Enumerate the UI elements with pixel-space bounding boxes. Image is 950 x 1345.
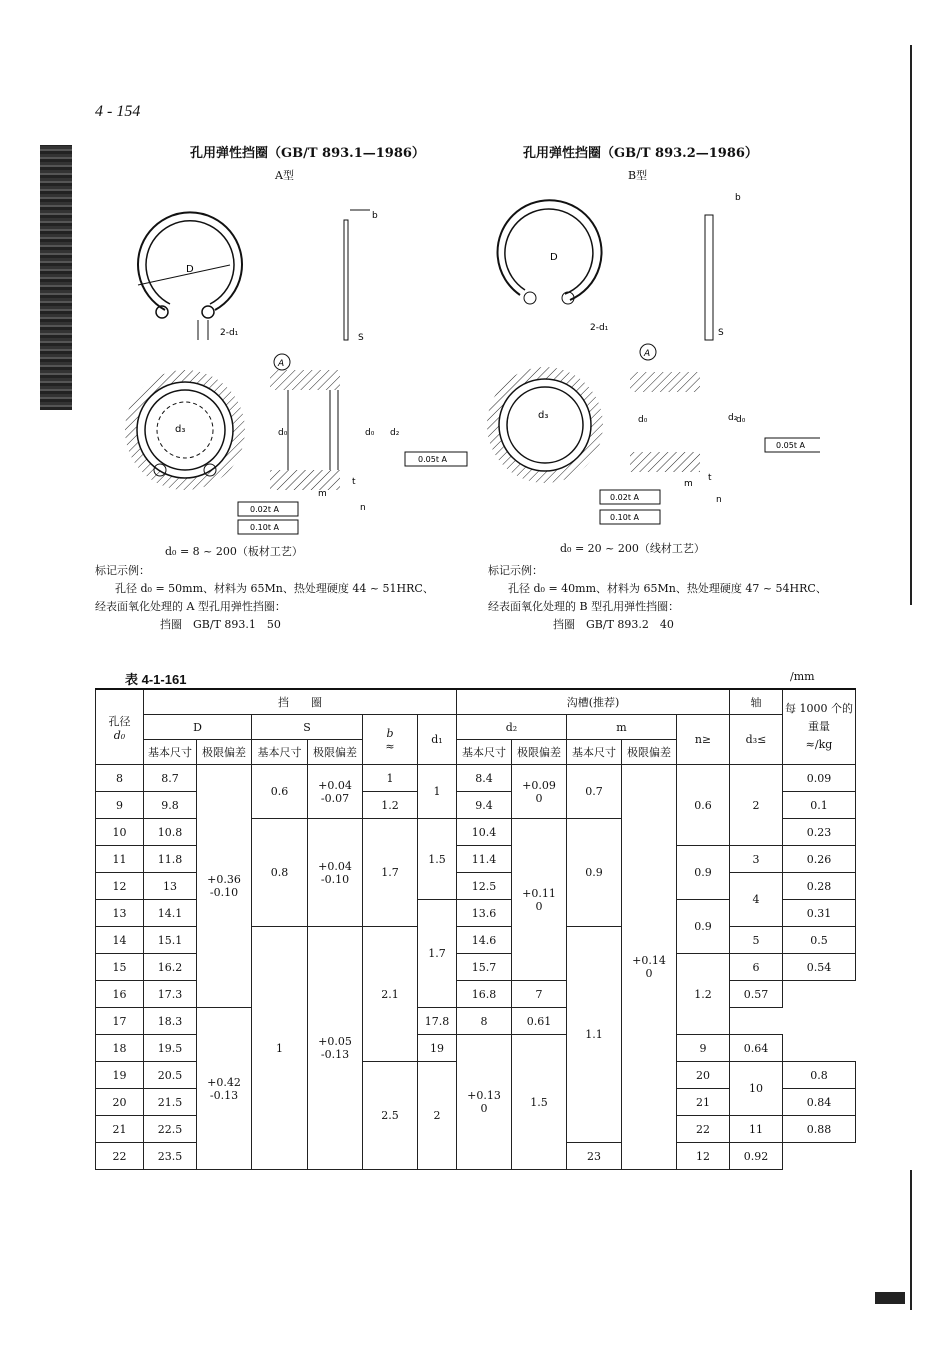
cell-d2-tol: +0.13 0 <box>457 1035 512 1170</box>
cell-m: 1.1 <box>567 927 622 1143</box>
dim-label: d₂ <box>728 413 738 423</box>
cell-d2: 17.8 <box>418 1008 457 1035</box>
cell-m-tol: +0.14 0 <box>622 765 677 1170</box>
dim-label: m <box>684 479 693 489</box>
right-figure-title: 孔用弹性挡圈（GB/T 893.2—1986） <box>523 146 758 161</box>
dim-label: b <box>735 193 741 203</box>
cell-D: 15.1 <box>144 927 197 954</box>
cell-weight: 0.61 <box>512 1008 567 1035</box>
header-d3: d₃≤ <box>730 715 783 765</box>
cell-D: 17.3 <box>144 981 197 1008</box>
cell-d0: 20 <box>96 1089 144 1116</box>
cell-weight: 0.5 <box>783 927 856 954</box>
cell-D: 20.5 <box>144 1062 197 1089</box>
ring-outline <box>138 212 242 310</box>
tolerance-label: 0.02t A <box>250 505 279 514</box>
page-edge-line <box>910 1170 912 1310</box>
header-basic: 基本尺寸 <box>144 740 197 765</box>
cell-weight: 0.54 <box>783 954 856 981</box>
cell-weight: 0.64 <box>730 1035 783 1062</box>
cell-d0: 21 <box>96 1116 144 1143</box>
cell-weight: 0.23 <box>783 819 856 846</box>
header-shaft: 轴 <box>730 689 783 715</box>
cell-d2-tol: +0.09 0 <box>512 765 567 819</box>
header-weight: 每 1000 个的重量 ≈/kg <box>783 689 856 765</box>
tolerance-label: 0.10t A <box>610 513 639 522</box>
note-line: 经表面氧化处理的 A 型孔用弹性挡圈： <box>95 600 286 613</box>
cell-D: 9.8 <box>144 792 197 819</box>
cell-d0: 19 <box>96 1062 144 1089</box>
table-row <box>96 765 856 792</box>
tolerance-label: 0.05t A <box>418 455 447 464</box>
cell-d0: 18 <box>96 1035 144 1062</box>
cell-d0: 17 <box>96 1008 144 1035</box>
cell-D: 13 <box>144 873 197 900</box>
header-m: m <box>567 715 677 740</box>
cell-d1: 1.5 <box>418 819 457 900</box>
header-S: S <box>252 715 363 740</box>
cell-weight: 0.92 <box>730 1143 783 1170</box>
header-b: b ≈ <box>363 715 418 765</box>
cell-D: 10.8 <box>144 819 197 846</box>
cell-b: 1.7 <box>363 819 418 927</box>
note-heading: 标记示例： <box>95 564 150 577</box>
note-line: 经表面氧化处理的 B 型孔用弹性挡圈： <box>488 600 680 613</box>
cell-d2: 8.4 <box>457 765 512 792</box>
cell-D-tol: +0.36 -0.10 <box>197 765 252 1008</box>
cell-weight: 0.09 <box>783 765 856 792</box>
cell-weight: 0.28 <box>783 873 856 900</box>
dim-label: S <box>358 333 364 343</box>
left-figure-title: 孔用弹性挡圈（GB/T 893.1—1986） <box>190 146 425 161</box>
cell-d0: 12 <box>96 873 144 900</box>
dim-label: D <box>186 264 194 275</box>
dim-label: S <box>718 328 724 338</box>
cell-m: 0.9 <box>567 819 622 927</box>
corner-mark <box>875 1292 905 1304</box>
note-line: 孔径 d₀ = 40mm、材料为 65Mn、热处理硬度 47 ~ 54HRC、 <box>508 582 827 595</box>
cell-d2: 19 <box>418 1035 457 1062</box>
right-drawing <box>480 190 820 540</box>
cell-n: 0.9 <box>677 900 730 954</box>
cell-S-tol: +0.04 -0.10 <box>308 819 363 927</box>
cell-b: 1.2 <box>363 792 418 819</box>
header-groove: 沟槽(推荐) <box>457 689 730 715</box>
dim-label: t <box>708 473 712 483</box>
header-d2: d₂ <box>457 715 567 740</box>
cell-d0: 9 <box>96 792 144 819</box>
dim-label: m <box>318 489 327 499</box>
header-limit: 极限偏差 <box>512 740 567 765</box>
table-title: 表 4-1-161 <box>125 672 187 687</box>
cell-d3: 10 <box>730 1062 783 1116</box>
note-heading: 标记示例： <box>488 564 543 577</box>
cell-n: 1.2 <box>677 954 730 1035</box>
cell-weight: 0.57 <box>730 981 783 1008</box>
dim-label: d₂ <box>390 428 400 438</box>
cell-d0: 16 <box>96 981 144 1008</box>
dim-label: d₃ <box>538 410 549 421</box>
header-d1: d₁ <box>418 715 457 765</box>
ring-outline <box>498 200 602 300</box>
header-bore: 孔径 d₀ <box>96 689 144 765</box>
ring-outline <box>505 209 593 294</box>
note-marking: 挡圈 GB/T 893.2 40 <box>553 618 674 631</box>
dim-label: D <box>550 252 558 263</box>
dim-label: n <box>716 495 722 505</box>
cell-S: 0.8 <box>252 819 308 927</box>
cell-d2: 9.4 <box>457 792 512 819</box>
cell-d3: 5 <box>730 927 783 954</box>
header-basic: 基本尺寸 <box>457 740 512 765</box>
dim-label: d₀ <box>365 428 375 438</box>
tolerance-label: 0.10t A <box>250 523 279 532</box>
cell-d3: 3 <box>730 846 783 873</box>
cell-n: 1.5 <box>512 1035 567 1170</box>
cell-d0: 13 <box>96 900 144 927</box>
cell-d3: 11 <box>730 1116 783 1143</box>
tolerance-label: 0.02t A <box>610 493 639 502</box>
dim-label: d₀ <box>736 415 746 425</box>
cell-d0: 15 <box>96 954 144 981</box>
dim-label: 2-d₁ <box>220 328 239 338</box>
header-basic: 基本尺寸 <box>252 740 308 765</box>
note-line: 孔径 d₀ = 50mm、材料为 65Mn、热处理硬度 44 ~ 51HRC、 <box>115 582 434 595</box>
cell-D: 14.1 <box>144 900 197 927</box>
cell-d1: 1.7 <box>418 900 457 1008</box>
ring-outline <box>146 221 234 304</box>
cell-d1: 2 <box>418 1062 457 1170</box>
cell-d0: 14 <box>96 927 144 954</box>
header-limit: 极限偏差 <box>622 740 677 765</box>
cell-d2: 15.7 <box>457 954 512 981</box>
dim-label: 2-d₁ <box>590 323 609 333</box>
note-marking: 挡圈 GB/T 893.1 50 <box>160 618 281 631</box>
page-edge-line <box>910 45 912 605</box>
dim-label: b <box>372 211 378 221</box>
cell-D-tol: +0.42 -0.13 <box>197 1008 252 1170</box>
cell-d0: 22 <box>96 1143 144 1170</box>
dim-label: t <box>352 477 356 487</box>
cell-weight: 0.26 <box>783 846 856 873</box>
cell-d2: 16.8 <box>457 981 512 1008</box>
datum-label: A <box>278 359 285 369</box>
cell-n: 0.9 <box>677 846 730 900</box>
dim-label: d₃ <box>175 424 186 435</box>
cell-d1: 1 <box>418 765 457 819</box>
cell-D: 22.5 <box>144 1116 197 1143</box>
cell-b: 2.5 <box>363 1062 418 1170</box>
right-type-label: B型 <box>628 169 648 182</box>
cell-d3: 2 <box>730 765 783 846</box>
datum-label: A <box>644 349 651 359</box>
cell-d2: 21 <box>677 1089 730 1116</box>
cell-d2: 14.6 <box>457 927 512 954</box>
header-basic: 基本尺寸 <box>567 740 622 765</box>
cell-d2: 20 <box>677 1062 730 1089</box>
cell-S-tol: +0.05 -0.13 <box>308 927 363 1170</box>
cell-S: 1 <box>252 927 308 1170</box>
right-caption: d₀ = 20 ~ 200（线材工艺） <box>560 542 705 555</box>
page-number: 4 - 154 <box>95 103 141 120</box>
header-D: D <box>144 715 252 740</box>
cell-d0: 10 <box>96 819 144 846</box>
table-row <box>96 1008 856 1035</box>
cell-D: 16.2 <box>144 954 197 981</box>
left-caption: d₀ = 8 ~ 200（板材工艺） <box>165 545 303 558</box>
left-marking-example <box>95 562 434 634</box>
scan-edge-mark <box>40 145 72 410</box>
header-limit: 极限偏差 <box>197 740 252 765</box>
dim-label: d₀ <box>638 415 648 425</box>
header-ring: 挡 圈 <box>144 689 457 715</box>
cell-d2: 12.5 <box>457 873 512 900</box>
table-unit: /mm <box>790 670 815 683</box>
cell-d3: 12 <box>677 1143 730 1170</box>
cell-D: 23.5 <box>144 1143 197 1170</box>
tolerance-label: 0.05t A <box>776 441 805 450</box>
cell-b: 1 <box>363 765 418 792</box>
cell-d2: 11.4 <box>457 846 512 873</box>
cell-weight: 0.8 <box>783 1062 856 1089</box>
cell-d3: 7 <box>512 981 567 1008</box>
dim-label: d₀ <box>278 428 288 438</box>
cell-D: 8.7 <box>144 765 197 792</box>
cell-D: 18.3 <box>144 1008 197 1035</box>
cell-d3: 4 <box>730 873 783 927</box>
dim-label: n <box>360 503 366 513</box>
header-n: n≥ <box>677 715 730 765</box>
cell-d2-tol: +0.11 0 <box>512 819 567 981</box>
cell-weight: 0.1 <box>783 792 856 819</box>
spec-table <box>95 688 856 1170</box>
cell-weight: 0.88 <box>783 1116 856 1143</box>
left-drawing <box>110 190 480 540</box>
cell-D: 19.5 <box>144 1035 197 1062</box>
cell-D: 21.5 <box>144 1089 197 1116</box>
left-type-label: A型 <box>275 169 294 182</box>
cell-S-tol: +0.04 -0.07 <box>308 765 363 819</box>
cell-b: 2.1 <box>363 927 418 1062</box>
cell-n: 0.6 <box>677 765 730 846</box>
cell-d0: 8 <box>96 765 144 792</box>
cell-d3: 8 <box>457 1008 512 1035</box>
cell-d2: 10.4 <box>457 819 512 846</box>
cell-d2: 22 <box>677 1116 730 1143</box>
cell-d2: 13.6 <box>457 900 512 927</box>
cell-weight: 0.31 <box>783 900 856 927</box>
cell-S: 0.6 <box>252 765 308 819</box>
cell-d3: 9 <box>677 1035 730 1062</box>
cell-d3: 6 <box>730 954 783 981</box>
cell-d2: 23 <box>567 1143 622 1170</box>
cell-weight: 0.84 <box>783 1089 856 1116</box>
cell-m: 0.7 <box>567 765 622 819</box>
header-limit: 极限偏差 <box>308 740 363 765</box>
cell-D: 11.8 <box>144 846 197 873</box>
right-marking-example <box>488 562 827 634</box>
cell-d0: 11 <box>96 846 144 873</box>
